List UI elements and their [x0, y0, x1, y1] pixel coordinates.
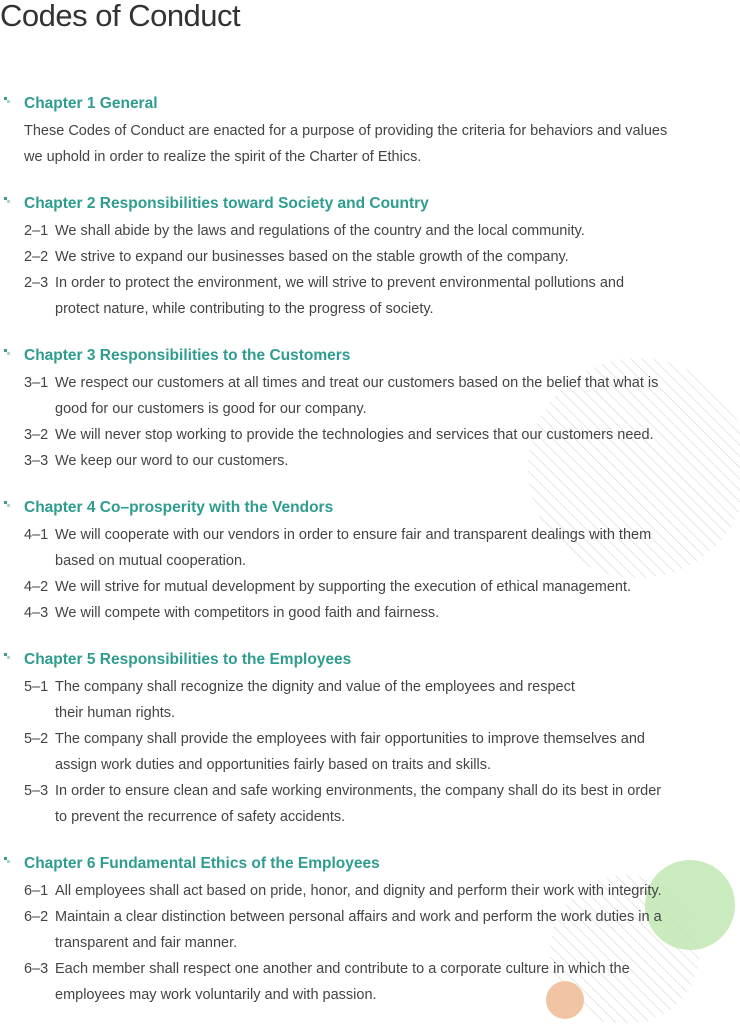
- article-line: The company shall recognize the dignity and value of the employees and respect: [55, 679, 575, 695]
- article-line: Each member shall respect one another and contribute to a corporate culture in which the: [55, 961, 630, 977]
- article-text: [55, 448, 720, 474]
- article-text: [55, 878, 720, 904]
- article-line: based on mutual cooperation.: [55, 553, 247, 569]
- article-line: The company shall provide the employees with fair opportunities to improve themselves and: [55, 731, 645, 747]
- article-line: employees may work voluntarily and with passion.: [55, 987, 377, 1003]
- article-item: [0, 956, 720, 1008]
- article-line: In order to protect the environment, we will strive to prevent environmental pollutions and: [55, 275, 625, 291]
- square-bullet-icon: [4, 857, 10, 863]
- article-line: We will cooperate with our vendors in order to ensure fair and transparent dealings with them: [55, 527, 652, 543]
- article-text: [55, 244, 720, 270]
- chapter-list: [0, 92, 740, 1030]
- intro-line: we uphold in order to realize the spirit of the Charter of Ethics.: [24, 149, 422, 165]
- chapter-section: [0, 496, 740, 626]
- article-list: [0, 370, 740, 474]
- square-bullet-icon: [4, 97, 10, 103]
- page-title: Codes of Conduct: [0, 0, 241, 33]
- article-text: [55, 422, 720, 448]
- article-line: We respect our customers at all times and treat our customers based on the belief that what is: [55, 375, 659, 391]
- chapter-section: [0, 852, 740, 1008]
- chapter-title: Chapter 3 Responsibilities to the Customers: [24, 347, 351, 364]
- chapter-title: Chapter 4 Co–prosperity with the Vendors: [24, 499, 334, 516]
- article-text: [55, 574, 720, 600]
- chapter-section: [0, 344, 740, 474]
- article-line: In order to ensure clean and safe working environments, the company shall do its best in order: [55, 783, 662, 799]
- article-list: [0, 522, 740, 626]
- article-text: [55, 726, 720, 778]
- chapter-heading: [0, 92, 740, 118]
- article-item: [0, 448, 720, 474]
- article-text: [55, 522, 720, 574]
- article-line: good for our customers is good for our company.: [55, 401, 367, 417]
- chapter-section: [0, 648, 740, 830]
- article-number: 4–3: [24, 605, 49, 621]
- chapter-section: [0, 92, 740, 170]
- article-text: [55, 904, 720, 956]
- article-item: [0, 904, 720, 956]
- article-text: [55, 270, 720, 322]
- article-number: 3–1: [24, 375, 49, 391]
- chapter-title: Chapter 5 Responsibilities to the Employees: [24, 651, 352, 668]
- article-list: [0, 878, 740, 1008]
- article-item: [0, 522, 720, 574]
- article-item: [0, 218, 720, 244]
- article-item: [0, 574, 720, 600]
- chapter-title: Chapter 6 Fundamental Ethics of the Employees: [24, 855, 380, 872]
- chapter-heading: [0, 852, 740, 878]
- article-item: [0, 422, 720, 448]
- chapter-heading: [0, 192, 740, 218]
- article-line: We will compete with competitors in good faith and fairness.: [55, 605, 440, 621]
- article-number: 3–2: [24, 427, 49, 443]
- article-line: We will never stop working to provide the technologies and services that our customers need.: [55, 427, 654, 443]
- article-number: 6–3: [24, 961, 49, 977]
- article-item: [0, 600, 720, 626]
- square-bullet-icon: [4, 349, 10, 355]
- chapter-heading: [0, 648, 740, 674]
- article-line: We shall abide by the laws and regulations of the country and the local community.: [55, 223, 585, 239]
- article-number: 2–2: [24, 249, 49, 265]
- article-item: [0, 726, 720, 778]
- intro-line: These Codes of Conduct are enacted for a purpose of providing the criteria for behaviors and values: [24, 123, 668, 139]
- article-line: transparent and fair manner.: [55, 935, 238, 951]
- article-list: [0, 674, 740, 830]
- chapter-title: Chapter 2 Responsibilities toward Society and Country: [24, 195, 429, 212]
- article-number: 2–1: [24, 223, 49, 239]
- article-line: We keep our word to our customers.: [55, 453, 289, 469]
- article-line: We strive to expand our businesses based on the stable growth of the company.: [55, 249, 569, 265]
- article-number: 2–3: [24, 275, 49, 291]
- article-line: assign work duties and opportunities fairly based on traits and skills.: [55, 757, 492, 773]
- chapter-heading: [0, 496, 740, 522]
- chapter-section: [0, 192, 740, 322]
- article-item: [0, 270, 720, 322]
- article-number: 5–1: [24, 679, 49, 695]
- article-text: [55, 370, 720, 422]
- article-text: [55, 674, 720, 726]
- article-item: [0, 878, 720, 904]
- article-line: protect nature, while contributing to the progress of society.: [55, 301, 434, 317]
- article-line: We will strive for mutual development by supporting the execution of ethical management.: [55, 579, 632, 595]
- chapter-intro: [24, 118, 729, 170]
- article-line: to prevent the recurrence of safety accidents.: [55, 809, 346, 825]
- article-item: [0, 370, 720, 422]
- chapter-heading: [0, 344, 740, 370]
- square-bullet-icon: [4, 653, 10, 659]
- square-bullet-icon: [4, 197, 10, 203]
- article-item: [0, 778, 720, 830]
- square-bullet-icon: [4, 501, 10, 507]
- article-text: [55, 956, 720, 1008]
- article-number: 6–2: [24, 909, 49, 925]
- article-number: 4–2: [24, 579, 49, 595]
- article-number: 3–3: [24, 453, 49, 469]
- article-text: [55, 778, 720, 830]
- chapter-title: Chapter 1 General: [24, 95, 158, 112]
- article-number: 5–2: [24, 731, 49, 747]
- article-number: 5–3: [24, 783, 49, 799]
- article-text: [55, 218, 720, 244]
- article-list: [0, 218, 740, 322]
- article-line: Maintain a clear distinction between personal affairs and work and perform the work duties in a: [55, 909, 662, 925]
- article-number: 6–1: [24, 883, 49, 899]
- article-line: All employees shall act based on pride, honor, and dignity and perform their work with integrity.: [55, 883, 662, 899]
- article-text: [55, 600, 720, 626]
- article-item: [0, 244, 720, 270]
- article-item: [0, 674, 720, 726]
- article-line: their human rights.: [55, 705, 176, 721]
- article-number: 4–1: [24, 527, 49, 543]
